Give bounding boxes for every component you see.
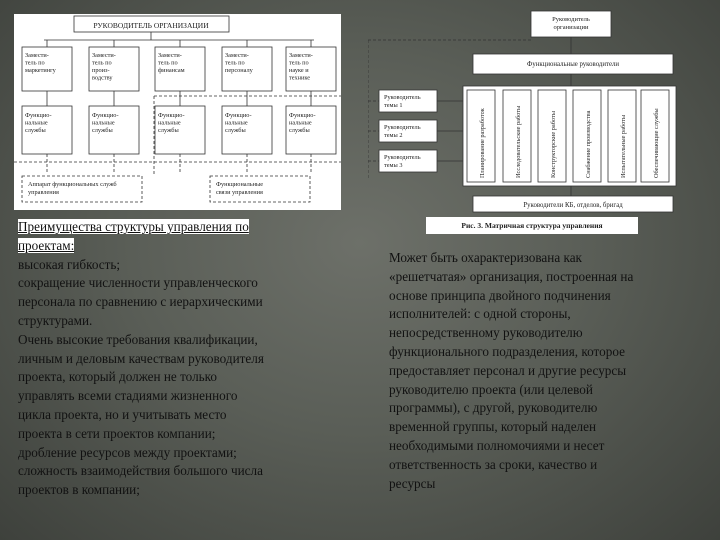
deputy-label: Замести-тель по маркетингу (25, 52, 56, 74)
advantages-line: Очень высокие требования квалификации, (18, 331, 258, 347)
advantages-line: структурами. (18, 312, 93, 328)
advantages-line: персонала по сравнению с иерархическими (18, 294, 263, 310)
team-leader-label: Руководитель темы 2 (384, 124, 421, 139)
advantages-line: управлять всеми стадиями жизненного (18, 388, 238, 404)
matrix-structure-diagram (368, 10, 713, 214)
functional-structure-diagram (14, 14, 341, 210)
description-line: ресурсы (389, 475, 436, 491)
description-line: непосредственному руководителю (389, 325, 583, 341)
functional-links-label: Функциональные связи управления (216, 181, 264, 196)
figure-caption: Рис. 3. Матричная структура управления (426, 217, 638, 234)
matrix-description (389, 249, 714, 493)
advantages-line: сокращение численности управленческого (18, 275, 258, 291)
matrix-head-label: Руководитель организации (552, 16, 590, 31)
description-line: руководителю проекта (или целевой (389, 381, 593, 397)
description-line: предоставляет персонал и другие ресурсы (389, 362, 627, 378)
org-head-label: РУКОВОДИТЕЛЬ ОРГАНИЗАЦИИ (93, 21, 209, 30)
team-leader-label: Руководитель темы 3 (384, 154, 421, 169)
advantages-line: проекта, который должен не только (18, 369, 218, 385)
function-column-label: Конструкторские работы (550, 111, 557, 178)
description-line: ответственность за сроки, качество и (389, 456, 598, 472)
advantages-title-line-1: Преимущества структуры управления по (18, 219, 249, 234)
functional-service-label: Функцио-нальные службы (158, 112, 185, 134)
function-column-label: Исследовательские работы (515, 105, 522, 178)
advantages-line: проекта в сети проектов компании; (18, 425, 216, 441)
function-column-label: Обеспечивающие службы (653, 108, 660, 178)
description-line: функционального подразделения, которое (389, 343, 625, 359)
description-line: временной группы, который наделен (389, 419, 597, 435)
deputy-label: Замести-тель по науке и технике (289, 52, 313, 82)
functional-structure-svg (14, 14, 341, 210)
function-column-label: Снабжение производства (585, 110, 592, 178)
description-line: исполнителей: с одной стороны, (389, 306, 571, 322)
advantages-line: дробление ресурсов между проектами; (18, 444, 237, 460)
deputy-label: Замести-тель по персоналу (225, 52, 253, 74)
functional-service-label: Функцио-нальные службы (25, 112, 52, 134)
advantages-title-line-2: проектам: (18, 237, 75, 253)
deputy-label: Замести-тель по произ-водству (92, 52, 116, 82)
functional-leaders-label: Функциональные руководители (526, 61, 620, 68)
advantages-line: высокая гибкость; (18, 256, 121, 272)
description-line: «решетчатая» организация, построенная на (389, 268, 634, 284)
apparatus-label: Аппарат функциональных служб управления (28, 181, 117, 196)
bottom-units-label: Руководители КБ, отделов, бригад (523, 202, 623, 209)
description-line: программы), с другой, руководителю (389, 400, 598, 416)
team-leader-label: Руководитель темы 1 (384, 94, 421, 109)
project-structure-advantages (18, 218, 348, 500)
description-line: основе принципа двойного подчинения (389, 287, 611, 303)
functional-service-label: Функцио-нальные службы (225, 112, 252, 134)
advantages-line: проектов в компании; (18, 482, 140, 498)
advantages-line: личным и деловым качествам руководителя (18, 350, 264, 366)
description-line: необходимыми полномочиями и несет (389, 437, 605, 453)
advantages-line: цикла проекта, но и учитывать место (18, 406, 227, 422)
functional-service-label: Функцио-нальные службы (92, 112, 119, 134)
function-column-label: Планирование разработок (479, 108, 486, 178)
functional-service-label: Функцио-нальные службы (289, 112, 316, 134)
function-column-label: Испытательные работы (620, 114, 627, 178)
deputy-label: Замести-тель по финансам (158, 52, 185, 74)
matrix-structure-svg (368, 10, 713, 214)
advantages-line: сложность взаимодействия большого числа (18, 463, 263, 479)
description-line: Может быть охарактеризована как (389, 250, 582, 265)
